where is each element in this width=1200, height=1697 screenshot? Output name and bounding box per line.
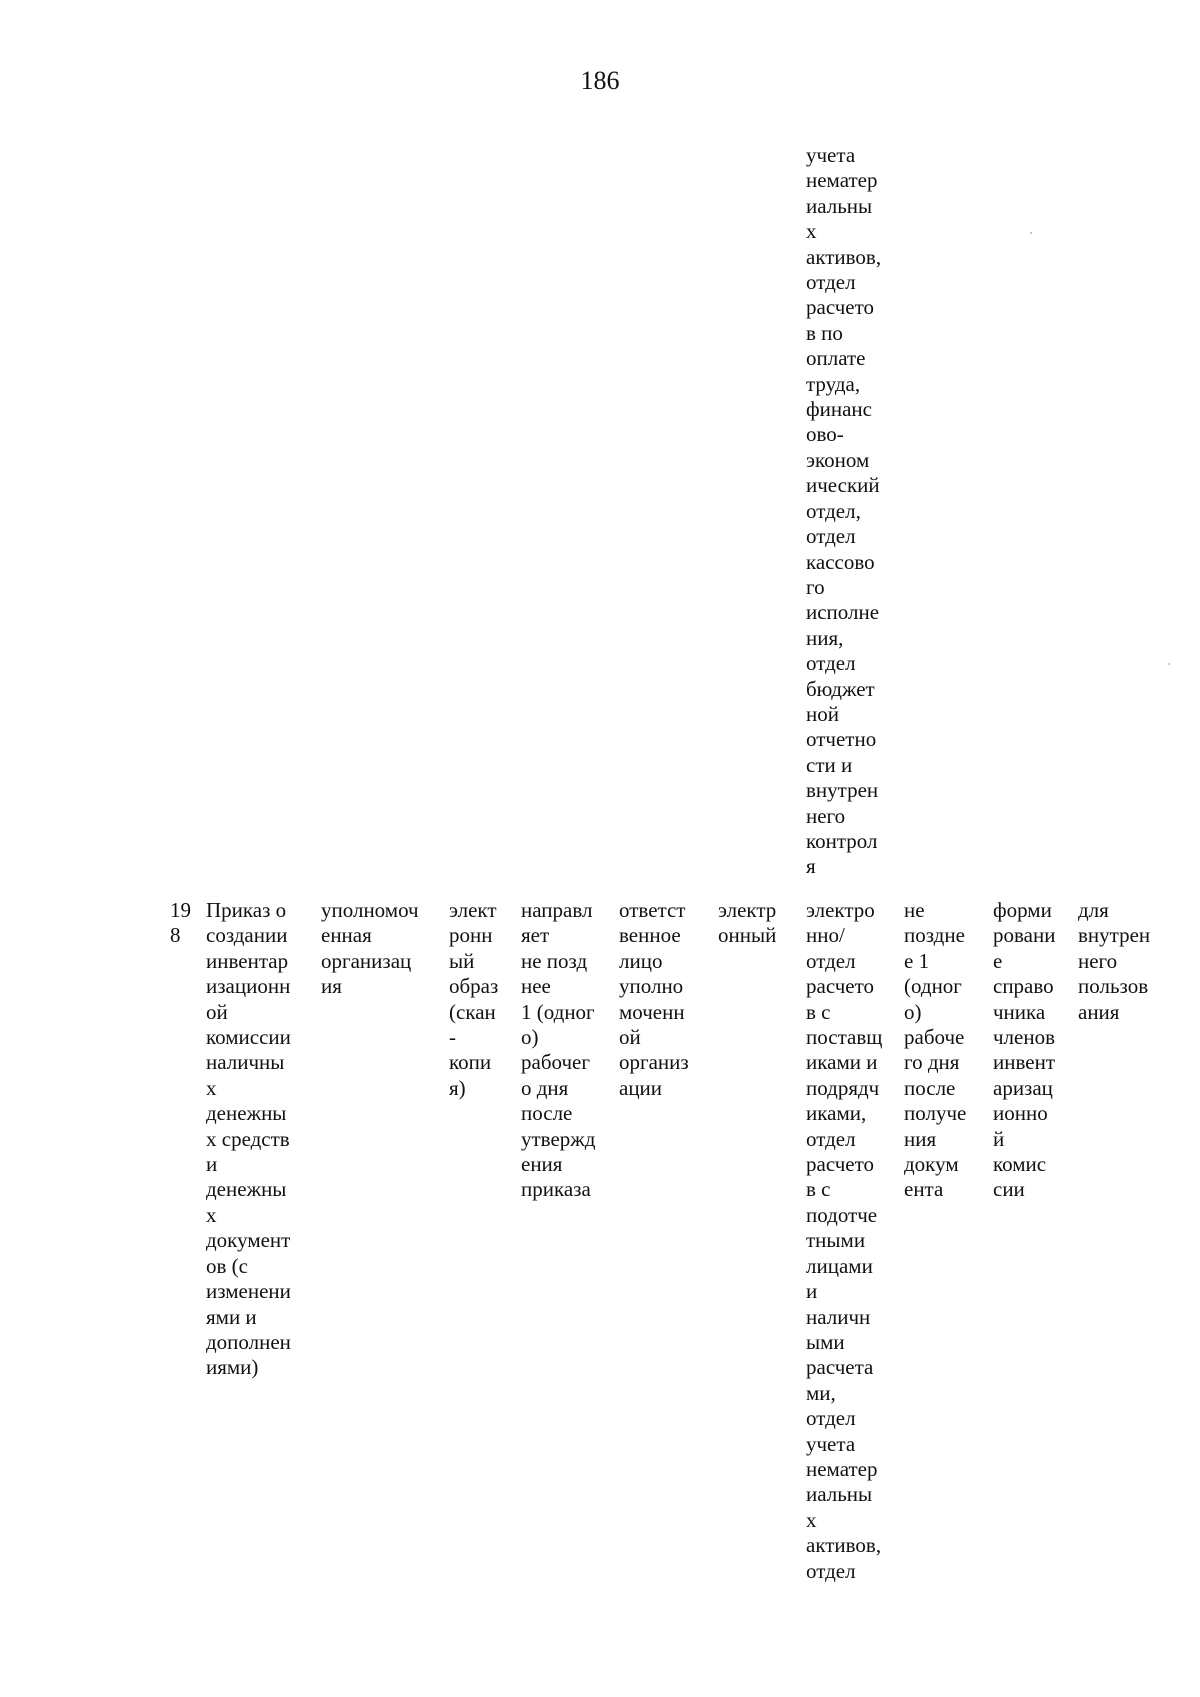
receipt-deadline-cell: не поздне е 1 (одног о) рабоче го дня после получе ния докум ента (904, 898, 967, 1202)
form-cell: элект ронн ый образ (скан - копи я) (449, 898, 499, 1100)
scan-speck (1168, 663, 1170, 665)
scan-speck (1030, 232, 1032, 234)
responsible-cell: ответст венное лицо уполно моченн ой организ ации (619, 898, 689, 1100)
row-number: 19 8 (170, 898, 191, 948)
author-cell: уполномоч енная организац ия (321, 898, 419, 999)
deadline-cell: направл яет не позд нее 1 (одног о) рабочег о дня после утвержд ения приказа (521, 898, 596, 1202)
purpose-cell: форми ровани е справо чника членов инвент аризац ионно й комис сии (993, 898, 1056, 1202)
recipient-cell: электро нно/ отдел расчето в с поставщ иками и подрядч иками, отдел расчето в с подотче тными лицами и наличн ыми расчета ми, отдел учета нематер иальны х активов, отдел (806, 898, 883, 1583)
page-number: 186 (580, 66, 620, 95)
continuation-responsible-departments: учета нематер иальны х активов, отдел расчето в по оплате труда, финанс ово- эконом ический отдел, отдел кассово го исполне ния, отдел бюджет ной отчетно сти и внутрен него контрол я (806, 143, 882, 879)
format-cell: электр онный (718, 898, 777, 948)
document-name-cell: Приказ о создании инвентар изационн ой комиссии наличны х денежны х средств и денежны х документ ов (с изменени ями и дополнен иями) (206, 898, 291, 1380)
usage-cell: для внутрен него пользов ания (1078, 898, 1151, 1024)
